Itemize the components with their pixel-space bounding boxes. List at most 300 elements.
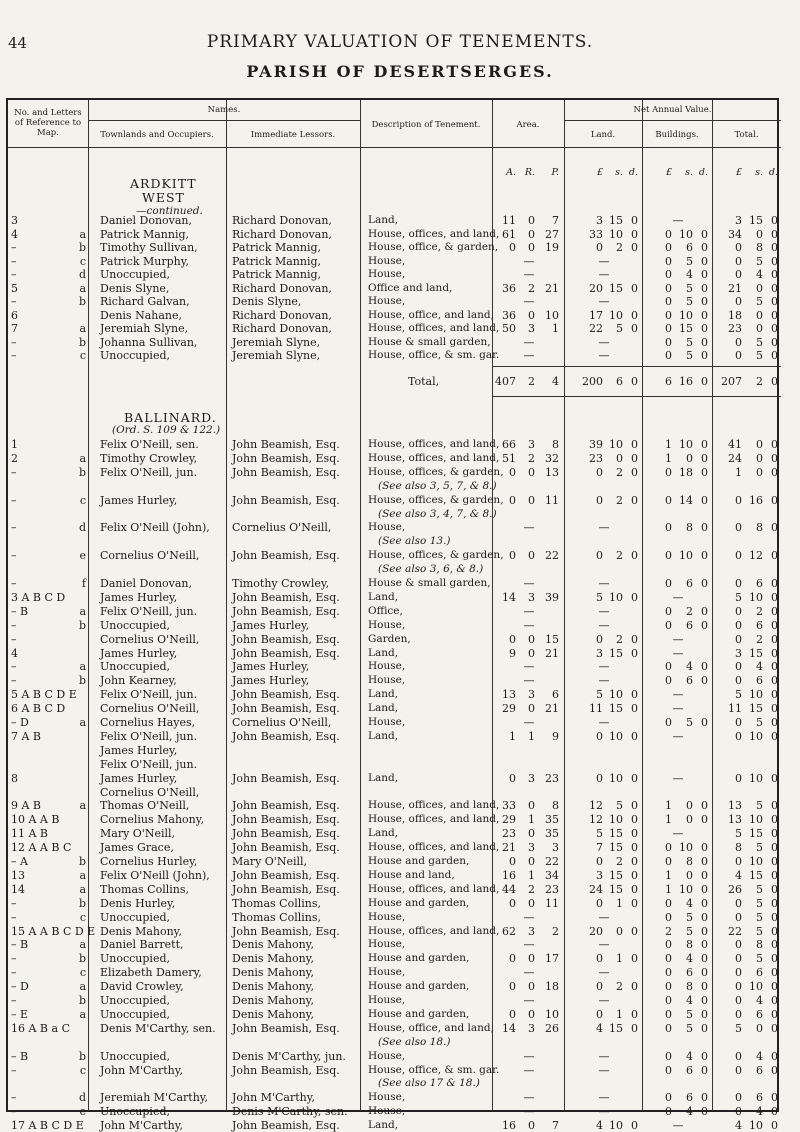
occupier-name: Richard Galvan, [100, 295, 190, 308]
see-also-note: (See also 3, 4, 7, & 8.) [378, 507, 497, 520]
buildings-pounds: 0 [665, 841, 672, 855]
unit-area-p: P. [551, 167, 559, 178]
total-pounds: 0 [735, 604, 742, 618]
buildings-pounds: 0 [665, 1105, 672, 1119]
land-shillings: 1 [616, 1007, 623, 1021]
land-pounds: 3 [596, 646, 603, 660]
lessor-name: Denis Mahony, [232, 980, 314, 994]
area-a: — [523, 1049, 535, 1063]
unit-buildings-shillings: s. [685, 167, 693, 178]
buildings-shillings: 5 [686, 1021, 693, 1035]
unit-land-pence: d. [628, 167, 638, 178]
map-ref: – [11, 1105, 17, 1119]
area-a: 0 [509, 493, 516, 507]
land-pence: 0 [631, 882, 638, 896]
area-r: 0 [528, 493, 535, 507]
total-shillings: 8 [756, 938, 763, 952]
tenement-description: Office and land, [368, 281, 453, 294]
map-ref: – D [11, 980, 29, 994]
land-pounds: 0 [596, 855, 603, 868]
total-pounds: 0 [735, 771, 742, 785]
buildings-pounds: — [672, 702, 684, 716]
total-shillings: 10 [749, 729, 763, 743]
total-pounds: 5 [735, 1021, 742, 1035]
land-pounds: 24 [589, 882, 603, 896]
buildings-shillings: 6 [686, 966, 693, 980]
total-pence: 0 [771, 604, 778, 618]
land-pence: 0 [631, 980, 638, 994]
tenement-description: House, offices, and land, [368, 322, 500, 334]
tenement-description: House and garden, [368, 1007, 470, 1020]
area-a: 29 [502, 702, 516, 716]
running-title: PRIMARY VALUATION OF TENEMENTS. [206, 32, 594, 52]
total-pence: 0 [771, 214, 778, 227]
total-pounds: 0 [735, 938, 742, 952]
total-pounds: 26 [728, 882, 742, 896]
area-a: — [523, 660, 535, 674]
area-p: 22 [545, 549, 559, 563]
land-pence: 0 [631, 214, 638, 227]
area-p: 1 [552, 322, 559, 335]
land-pounds: 39 [589, 438, 603, 451]
area-a: 21 [502, 841, 516, 855]
column-rule [226, 100, 227, 1110]
total-pounds: 0 [735, 1007, 742, 1021]
area-p: 17 [545, 952, 559, 966]
land-shillings: 2 [616, 855, 623, 868]
tenement-description: House, [368, 938, 406, 951]
total-pence: 0 [771, 521, 778, 535]
land-pounds: — [598, 349, 610, 362]
buildings-shillings: 8 [686, 521, 693, 535]
buildings-pence: 0 [701, 924, 708, 938]
area-r: 0 [528, 827, 535, 841]
total-pence: 0 [771, 646, 778, 660]
area-r: 2 [528, 882, 535, 896]
buildings-pounds: — [672, 646, 684, 660]
map-letter: f [81, 577, 86, 590]
map-letter: a [79, 938, 86, 952]
map-ref: – [11, 994, 17, 1007]
unit-area-a: A. [506, 167, 516, 178]
total-pence: 0 [771, 549, 778, 563]
buildings-pounds: 0 [665, 322, 672, 335]
header-land: Land. [590, 130, 616, 140]
map-letter: b [78, 335, 86, 349]
land-pounds: 20 [589, 281, 603, 295]
total-pence: 0 [771, 938, 778, 952]
total-shillings: 5 [756, 295, 763, 308]
land-pounds: 3 [596, 868, 603, 882]
map-letter: b [78, 896, 86, 910]
area-a: — [523, 1091, 535, 1105]
header-area: Area. [516, 120, 540, 130]
total-pence: 0 [771, 1105, 778, 1119]
tenement-description: House, office, and land, [368, 308, 494, 321]
area-r: 1 [528, 868, 535, 882]
buildings-pence: 0 [701, 493, 708, 507]
map-letter: b [78, 674, 86, 688]
buildings-shillings: 10 [679, 438, 693, 451]
area-p: 13 [545, 465, 559, 479]
lessor-name: John Beamish, Esq. [232, 702, 340, 716]
total-shillings: 6 [756, 966, 763, 980]
buildings-shillings: 8 [686, 980, 693, 994]
tenement-description: House, [368, 1049, 406, 1062]
area-r: 0 [528, 227, 535, 241]
total-pence: 0 [771, 590, 778, 604]
buildings-pounds: 0 [665, 549, 672, 563]
tenement-description: Land, [368, 214, 399, 226]
total-shillings: 4 [756, 268, 763, 281]
lessor-name: Denis Mahony, [232, 966, 314, 980]
land-pounds: — [598, 938, 610, 952]
lessor-name: John Beamish, Esq. [232, 813, 340, 827]
buildings-pounds: 0 [665, 660, 672, 674]
area-p: 23 [545, 771, 559, 785]
total-buildings-pounds: 6 [665, 375, 672, 388]
total-pounds: 13 [728, 799, 742, 813]
page-number: 44 [8, 34, 28, 52]
map-ref: – A [11, 855, 28, 868]
tenement-description: House, office, & sm. gar. [368, 349, 500, 361]
map-ref: 1 [11, 438, 18, 451]
buildings-pence: 0 [701, 799, 708, 813]
total-shillings: 5 [756, 882, 763, 896]
tenement-description: House, [368, 660, 406, 673]
header-rule [88, 120, 360, 121]
land-shillings: 2 [616, 493, 623, 507]
total-pence: 0 [771, 268, 778, 281]
map-letter: b [78, 855, 86, 868]
area-p: 11 [545, 493, 559, 507]
buildings-pounds: 0 [665, 268, 672, 281]
area-p: 2 [552, 924, 559, 938]
land-pounds: 0 [596, 771, 603, 785]
lessor-name: Denis Slyne, [232, 295, 302, 308]
tenement-description: House, [368, 910, 406, 923]
area-p: 34 [545, 868, 559, 882]
total-shillings: 5 [756, 335, 763, 349]
area-a: 0 [509, 952, 516, 966]
land-pence: 0 [631, 1021, 638, 1035]
area-a: — [523, 618, 535, 632]
total-shillings: 6 [756, 1091, 763, 1105]
tenement-description: House, office, & garden, [368, 241, 499, 253]
area-a: 16 [502, 1119, 516, 1132]
buildings-pounds: 0 [665, 1063, 672, 1077]
area-p: 11 [545, 896, 559, 910]
area-a: — [523, 1063, 535, 1077]
occupier-name: Cornelius Hayes, [100, 716, 196, 729]
see-also-note: (See also 3, 6, & 8.) [378, 563, 484, 576]
total-shillings: 6 [756, 577, 763, 590]
map-ref: – [11, 241, 17, 254]
total-shillings: 10 [749, 813, 763, 827]
area-p: 32 [545, 451, 559, 465]
buildings-pounds: — [672, 771, 684, 785]
land-pence: 0 [631, 451, 638, 465]
buildings-shillings: 4 [686, 1105, 693, 1119]
lessor-name: John Beamish, Esq. [232, 549, 340, 563]
area-r: 3 [528, 322, 535, 335]
buildings-pounds: 0 [665, 716, 672, 729]
area-a: 33 [502, 799, 516, 813]
map-ref: – [11, 577, 17, 590]
buildings-pence: 0 [701, 254, 708, 268]
land-pounds: — [598, 1063, 610, 1077]
total-pence: 0 [771, 1119, 778, 1132]
buildings-shillings: 6 [686, 577, 693, 590]
buildings-pounds: 1 [665, 868, 672, 882]
area-a: 0 [509, 896, 516, 910]
occupier-name: Elizabeth Damery, [100, 966, 202, 980]
lessor-name: Thomas Collins, [232, 896, 321, 910]
total-pounds: 13 [728, 813, 742, 827]
tenement-description: House, offices, and land, [368, 924, 500, 937]
area-r: 0 [528, 702, 535, 716]
land-pence: 0 [631, 493, 638, 507]
area-p: 21 [545, 702, 559, 716]
buildings-pence: 0 [701, 910, 708, 924]
total-shillings: 0 [756, 465, 763, 479]
land-shillings: 2 [616, 632, 623, 646]
total-pence: 0 [771, 896, 778, 910]
map-letter: d [78, 268, 86, 281]
total-pounds: 0 [735, 980, 742, 994]
tenement-description: Land, [368, 646, 399, 659]
land-pence: 0 [631, 952, 638, 966]
total-shillings: 5 [756, 952, 763, 966]
map-ref: 16 A B a C [11, 1021, 70, 1035]
total-pounds: 0 [735, 577, 742, 590]
lessor-name: John Beamish, Esq. [232, 841, 340, 855]
map-ref: – [11, 896, 17, 910]
occupier-name: Thomas O'Neill, [100, 799, 190, 813]
total-pence: 0 [771, 1063, 778, 1077]
land-pounds: — [598, 660, 610, 674]
buildings-pence: 0 [701, 227, 708, 241]
occupier-name: Denis Hurley, [100, 896, 176, 910]
see-also-note: (See also 3, 5, 7, & 8.) [378, 479, 497, 492]
total-pence: 0 [771, 493, 778, 507]
land-pence: 0 [631, 841, 638, 855]
unit-area-r: R. [524, 167, 535, 178]
area-p: 6 [552, 688, 559, 702]
occupier-name: Thomas Collins, [100, 882, 189, 896]
total-shillings: 5 [756, 254, 763, 268]
map-letter: a [79, 799, 86, 813]
buildings-shillings: 6 [686, 674, 693, 688]
lessor-name: Richard Donovan, [232, 308, 332, 322]
area-a: — [523, 716, 535, 729]
buildings-pence: 0 [701, 604, 708, 618]
occupier-name: Unoccupied, [100, 1049, 170, 1063]
tenement-description: House & small garden, [368, 335, 491, 348]
buildings-pounds: 0 [665, 577, 672, 590]
buildings-pounds: — [672, 214, 684, 227]
area-a: — [523, 1105, 535, 1119]
map-ref: – [11, 335, 17, 349]
map-ref: 3 A B C D [11, 590, 66, 604]
total-pence: 0 [771, 660, 778, 674]
area-r: 1 [528, 813, 535, 827]
tenement-description: House, offices, and land, [368, 227, 500, 240]
land-shillings: 2 [616, 549, 623, 563]
total-pounds: 0 [735, 896, 742, 910]
total-pence: 0 [771, 349, 778, 362]
occupier-name: John M'Carthy, [100, 1063, 183, 1077]
land-shillings: 10 [609, 1119, 623, 1132]
area-a: — [523, 577, 535, 590]
tenement-description: House, offices, and land, [368, 841, 500, 854]
area-a: — [523, 335, 535, 349]
total-pence: 0 [771, 632, 778, 646]
total-pence: 0 [771, 813, 778, 827]
total-pounds: 0 [735, 729, 742, 743]
occupier-name: John Kearney, [100, 674, 177, 688]
total-pence: 0 [771, 882, 778, 896]
tenement-description: House, offices, & garden, [368, 549, 504, 562]
total-land-shillings: 6 [616, 375, 623, 388]
lessor-name: Richard Donovan, [232, 227, 332, 241]
land-shillings: 10 [609, 438, 623, 451]
total-pence: 0 [771, 980, 778, 994]
total-pounds: 23 [728, 322, 742, 335]
land-pounds: — [598, 521, 610, 535]
area-r: 2 [528, 281, 535, 295]
buildings-pounds: 0 [665, 604, 672, 618]
occupier-name: Denis Nahane, [100, 308, 182, 322]
total-shillings: 5 [756, 896, 763, 910]
occupier-name: Cornelius O'Neill, [100, 632, 200, 646]
land-pounds: — [598, 1049, 610, 1063]
occupier-name: Felix O'Neill, jun. [100, 604, 198, 618]
buildings-pounds: 0 [665, 254, 672, 268]
buildings-shillings: 5 [686, 716, 693, 729]
buildings-pounds: 0 [665, 674, 672, 688]
total-pounds: 0 [735, 335, 742, 349]
area-r: 0 [528, 214, 535, 227]
tenement-description: House, [368, 618, 406, 631]
land-shillings: 10 [609, 771, 623, 785]
map-letter: e [79, 549, 86, 563]
buildings-shillings: 2 [686, 604, 693, 618]
tenement-description: House, offices, and land, [368, 451, 500, 464]
land-shillings: 2 [616, 465, 623, 479]
lessor-name: Denis Mahony, [232, 994, 314, 1007]
map-ref: 17 A B C D E [11, 1119, 84, 1132]
land-pence: 0 [631, 799, 638, 813]
tenement-description: House, office, and land, [368, 1021, 494, 1034]
lessor-name: John Beamish, Esq. [232, 646, 340, 660]
total-shillings: 4 [756, 994, 763, 1007]
buildings-shillings: 10 [679, 549, 693, 563]
total-shillings: 10 [749, 855, 763, 868]
buildings-shillings: 6 [686, 1063, 693, 1077]
total-pence: 0 [771, 729, 778, 743]
total-pence: 0 [771, 335, 778, 349]
area-r: 0 [528, 308, 535, 322]
land-shillings: 15 [609, 868, 623, 882]
total-pence: 0 [771, 716, 778, 729]
area-r: 0 [528, 549, 535, 563]
total-pence: 0 [771, 295, 778, 308]
area-p: 3 [552, 841, 559, 855]
area-a: 16 [502, 868, 516, 882]
lessor-name: Mary O'Neill, [232, 855, 308, 868]
map-letter: a [79, 604, 86, 618]
lessor-name: John Beamish, Esq. [232, 451, 340, 465]
map-ref: – [11, 521, 17, 535]
occupier-name: Cornelius O'Neill, [100, 549, 200, 563]
buildings-pence: 0 [701, 980, 708, 994]
lessor-name: Richard Donovan, [232, 322, 332, 335]
buildings-pence: 0 [701, 281, 708, 295]
total-pence: 0 [771, 577, 778, 590]
buildings-pounds: 0 [665, 966, 672, 980]
header-ref: No. and Letters of Reference to Map. [14, 108, 82, 138]
map-ref: – B [11, 1049, 29, 1063]
lessor-name: Cornelius O'Neill, [232, 716, 332, 729]
map-ref: 14 [11, 882, 25, 896]
buildings-shillings: 6 [686, 1091, 693, 1105]
buildings-pounds: 0 [665, 308, 672, 322]
area-a: 62 [502, 924, 516, 938]
tenement-description: Office, [368, 604, 403, 617]
total-pounds: 0 [735, 910, 742, 924]
total-shillings: 5 [756, 910, 763, 924]
lessor-name: Patrick Mannig, [232, 268, 322, 281]
buildings-pence: 0 [701, 952, 708, 966]
total-shillings: 6 [756, 1063, 763, 1077]
land-pence: 0 [631, 308, 638, 322]
occupier-name: Cornelius Mahony, [100, 813, 205, 827]
land-shillings: 15 [609, 827, 623, 841]
total-pence: 0 [771, 1091, 778, 1105]
total-shillings: 0 [756, 227, 763, 241]
buildings-shillings: 0 [686, 451, 693, 465]
see-also-note: (See also 18.) [378, 1035, 451, 1048]
land-pounds: 5 [596, 688, 603, 702]
occupier-name: Cornelius O'Neill, [100, 702, 200, 716]
area-r: 0 [528, 646, 535, 660]
area-r: 3 [528, 688, 535, 702]
total-pence: 0 [771, 241, 778, 254]
occupier-name: John M'Carthy, [100, 1119, 183, 1132]
land-pounds: — [598, 1091, 610, 1105]
total-pence: 0 [771, 465, 778, 479]
land-shillings: 1 [616, 896, 623, 910]
total-shillings: 4 [756, 1049, 763, 1063]
total-label: Total, [408, 375, 440, 388]
map-letter: e [79, 1105, 86, 1119]
column-rule [564, 100, 565, 1110]
total-shillings: 4 [756, 660, 763, 674]
lessor-name: John M'Carthy, [232, 1091, 315, 1105]
tenement-description: Land, [368, 688, 399, 701]
area-p: 18 [545, 980, 559, 994]
total-pounds: 41 [728, 438, 742, 451]
buildings-pence: 0 [701, 451, 708, 465]
total-pence: 0 [771, 994, 778, 1007]
map-letter: c [79, 349, 86, 362]
total-pounds: 0 [735, 855, 742, 868]
land-pounds: 4 [596, 1021, 603, 1035]
buildings-pence: 0 [701, 994, 708, 1007]
total-pounds: 0 [735, 1049, 742, 1063]
land-shillings: 0 [616, 451, 623, 465]
